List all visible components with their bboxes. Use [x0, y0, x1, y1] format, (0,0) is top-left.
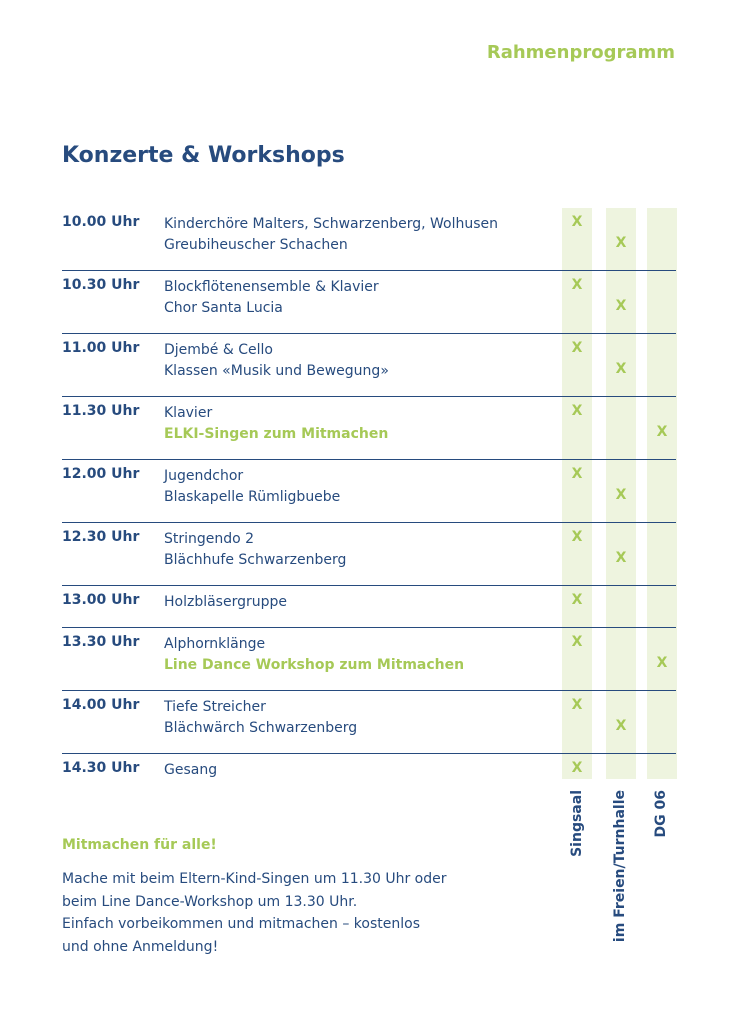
table-row [62, 334, 676, 397]
act-list [164, 277, 379, 319]
act-list [164, 634, 464, 676]
venue-mark: X [571, 466, 583, 482]
section-header: Rahmenprogramm [486, 42, 675, 63]
table-row [62, 523, 676, 586]
table-row [62, 460, 676, 523]
performance-act: Holzbläsergruppe [164, 594, 288, 610]
time-slot: 12.30 Uhr [62, 529, 140, 545]
performance-act: Greubiheuscher Schachen [164, 237, 348, 253]
time-slot: 11.30 Uhr [62, 403, 140, 419]
act-list [164, 340, 389, 382]
venue-mark: X [656, 424, 668, 440]
page-title: Konzerte & Workshops [62, 143, 345, 168]
note-line: Mache mit beim Eltern-Kind-Singen um 11.30 Uhr oder [62, 871, 447, 887]
act-list [164, 697, 357, 739]
venue-mark: X [615, 487, 627, 503]
performance-act: Gesang [164, 762, 218, 778]
note-line: beim Line Dance-Workshop um 13.30 Uhr. [62, 893, 358, 910]
table-row [62, 754, 676, 795]
venue-mark: X [571, 529, 583, 545]
venue-mark: X [615, 550, 627, 566]
performance-act: Kinderchöre Malters, Schwarzenberg, Wolhusen [164, 216, 499, 232]
performance-act: Klavier [164, 405, 213, 421]
time-slot: 13.30 Uhr [62, 634, 140, 650]
table-row [62, 208, 676, 271]
schedule-table [62, 208, 676, 795]
venue-mark: X [571, 340, 583, 356]
performance-act: Blächhufe Schwarzenberg [164, 552, 347, 568]
note-title: Mitmachen für alle! [62, 837, 217, 853]
column-label-singsaal: Singsaal [569, 790, 585, 857]
venue-mark: X [571, 760, 583, 776]
act-list [164, 529, 346, 571]
venue-mark: X [656, 655, 668, 671]
time-slot: 14.30 Uhr [62, 760, 140, 776]
workshop-act: ELKI-Singen zum Mitmachen [164, 426, 389, 442]
performance-act: Blächwärch Schwarzenberg [164, 720, 358, 736]
time-slot: 11.00 Uhr [62, 340, 140, 356]
performance-act: Tiefe Streicher [164, 699, 266, 715]
venue-mark: X [615, 235, 627, 251]
note-line: und ohne Anmeldung! [62, 938, 219, 955]
performance-act: Blaskapelle Rümligbuebe [164, 489, 341, 505]
act-list [164, 760, 217, 781]
performance-act: Jugendchor [164, 468, 244, 484]
note-body [62, 868, 447, 958]
time-slot: 12.00 Uhr [62, 466, 140, 482]
table-row [62, 586, 676, 628]
table-row [62, 691, 676, 754]
time-slot: 14.00 Uhr [62, 697, 140, 713]
performance-act: Chor Santa Lucia [164, 300, 283, 316]
performance-act: Stringendo 2 [164, 531, 255, 547]
performance-act: Djembé & Cello [164, 342, 273, 358]
column-label-dg06: DG 06 [653, 790, 669, 838]
performance-act: Blockflötenensemble & Klavier [164, 279, 379, 295]
act-list [164, 466, 340, 508]
time-slot: 13.00 Uhr [62, 592, 140, 608]
venue-mark: X [571, 403, 583, 419]
note-line: Einfach vorbeikommen und mitmachen – kostenlos [62, 916, 420, 932]
performance-act: Klassen «Musik und Bewegung» [164, 363, 389, 379]
performance-act: Alphornklänge [164, 636, 266, 652]
venue-mark: X [571, 214, 583, 230]
act-list [164, 403, 388, 445]
time-slot: 10.30 Uhr [62, 277, 140, 293]
table-row [62, 397, 676, 460]
venue-mark: X [571, 634, 583, 650]
venue-mark: X [571, 697, 583, 713]
table-row [62, 271, 676, 334]
venue-mark: X [571, 277, 583, 293]
venue-mark: X [615, 361, 627, 377]
column-label-turnhalle: im Freien/Turnhalle [612, 790, 628, 943]
act-list [164, 214, 498, 256]
time-slot: 10.00 Uhr [62, 214, 140, 230]
workshop-act: Line Dance Workshop zum Mitmachen [164, 657, 465, 673]
act-list [164, 592, 287, 613]
table-row [62, 628, 676, 691]
venue-mark: X [615, 298, 627, 314]
venue-mark: X [615, 718, 627, 734]
venue-mark: X [571, 592, 583, 608]
